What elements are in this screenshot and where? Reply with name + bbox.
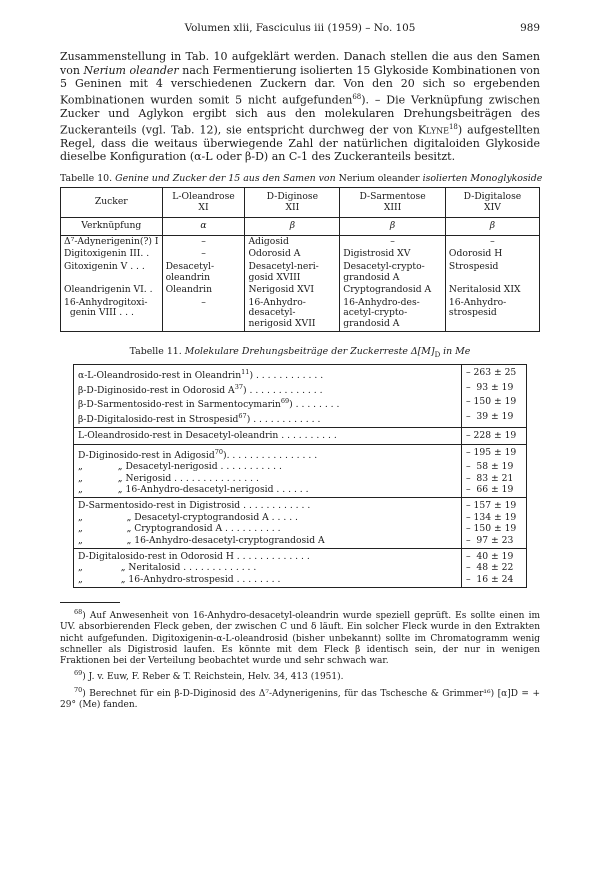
residue-label <box>74 473 462 484</box>
column-header <box>445 188 539 218</box>
table10-body <box>61 235 540 331</box>
residue-text: α-L-Oleandrosido-rest in Oleandrin <box>78 370 242 382</box>
table-row <box>61 261 540 284</box>
leader-dots: . . . . . . . . . . . <box>217 461 282 473</box>
table-row <box>61 297 540 331</box>
ref-paren: ) <box>242 385 247 396</box>
caption-species: Nerium oleander <box>338 173 420 185</box>
table-row <box>74 535 527 549</box>
footnote-ref: 18 <box>448 122 458 131</box>
residue-label <box>74 523 462 534</box>
table10-caption <box>60 173 543 185</box>
column-header <box>340 188 446 218</box>
residue-label <box>74 562 462 573</box>
table-row <box>61 235 540 248</box>
residue-text: „ „ Desacetyl-cryptograndosid A <box>78 511 269 523</box>
ref-paren: ) <box>246 413 251 425</box>
residue-text: „ „ 16-Anhydro-desacetyl-cryptograndosid A <box>78 534 325 546</box>
column-header <box>245 188 340 218</box>
footnote-number: 70 <box>74 685 83 694</box>
table-row <box>74 461 527 472</box>
column-header <box>162 188 245 218</box>
glycoside-cell: 16-Anhydro-des- acetyl-crypto- grandosid A <box>340 297 446 331</box>
glycoside-cell: Odorosid H <box>445 248 539 261</box>
genin-cell: Δ⁷-Adynerigenin(?) I <box>61 235 163 248</box>
rotation-value: – 83 ± 21 <box>462 473 527 484</box>
glycoside-cell: Adigosid <box>245 235 340 248</box>
leader-dots: . . . . . . . . <box>292 399 340 411</box>
linkage-cell: β <box>340 218 446 236</box>
footnote-rule <box>60 602 120 603</box>
rotation-value: – 16 ± 24 <box>462 574 527 588</box>
page-number: 989 <box>520 22 540 34</box>
genin-cell: Oleandrigenin VI. . <box>61 284 163 297</box>
table-row <box>74 512 527 523</box>
intro-text-2: nach Fermentierung isolierten 15 Glykoside Kombinationen von 5 Geninen mit 4 verschiedenen Zuckern dar. Von den 20 sich so ergebenden Kombinationen wurden somit 5 nicht aufgefunden <box>60 63 540 107</box>
linkage-label: Verknüpfung <box>61 218 163 236</box>
glycoside-cell: Desacetyl- oleandrin <box>162 261 245 284</box>
sugar-name: D-Sarmentose <box>359 191 426 203</box>
ref-paren: ) <box>249 370 254 382</box>
table-row <box>74 411 527 428</box>
intro-paragraph <box>60 50 540 164</box>
caption-symbol: Δ[M] <box>410 345 435 357</box>
leader-dots: . . . . . . . . . . . . . <box>180 562 257 574</box>
residue-text: β-D-Sarmentosido-rest in Sarmentocymarin <box>78 399 281 411</box>
footnote-text: ) Berechnet für ein β-D-Diginosid des Δ⁷-Adynerigenins, für das Tschesche & Grimmer¹⁶) [α]D = + 29° (Me) fanden. <box>60 688 540 710</box>
leader-dots: . . . . . . . . <box>233 573 281 585</box>
table11-body <box>74 365 527 588</box>
residue-label <box>74 549 462 563</box>
residue-text: „ „ 16-Anhydro-desacetyl-nerigosid <box>78 484 274 496</box>
genin-cell: Gitoxigenin V . . . <box>61 261 163 284</box>
residue-label <box>74 444 462 461</box>
rotation-value: – 93 ± 19 <box>462 382 527 396</box>
leader-dots: . . . . . . . . . . . . <box>240 500 311 512</box>
footnote-ref: 69 <box>280 397 290 406</box>
table-row <box>74 473 527 484</box>
table-row <box>61 284 540 297</box>
residue-text: „ „ Cryptograndosid A <box>78 523 223 535</box>
glycoside-cell: Oleandrin <box>162 284 245 297</box>
table10-header-row <box>61 188 540 218</box>
sugar-number: XI <box>198 201 209 213</box>
linkage-cell: β <box>445 218 539 236</box>
caption-text: Genine und Zucker der 15 aus den Samen von <box>115 173 339 185</box>
page <box>60 22 543 711</box>
caption-prefix: Tabelle 11. <box>129 345 185 357</box>
residue-text: D-Digitalosido-rest in Odorosid H <box>78 551 234 563</box>
table-row <box>74 523 527 534</box>
rotation-value: – 66 ± 19 <box>462 484 527 498</box>
table-row <box>74 382 527 396</box>
rotation-value: – 39 ± 19 <box>462 411 527 428</box>
linkage-row <box>61 218 540 236</box>
species-name: Nerium oleander <box>83 63 179 77</box>
author-name: Klyne <box>417 123 449 137</box>
residue-text: „ „ Desacetyl-nerigosid <box>78 461 218 473</box>
rotation-value: – 97 ± 23 <box>462 535 527 549</box>
sugar-name: D-Digitalose <box>463 191 522 203</box>
glycoside-cell: – <box>340 235 446 248</box>
caption-text: isolierten Monoglykoside <box>419 173 543 185</box>
footnote-text: ) J. v. Euw, F. Reber & T. Reichstein, Helv. 34, 413 (1951). <box>82 672 344 683</box>
table-row <box>74 549 527 563</box>
caption-subscript: D <box>434 350 441 359</box>
genin-cell: Digitoxigenin III. . <box>61 248 163 261</box>
glycoside-cell: 16-Anhydro- strospesid <box>445 297 539 331</box>
caption-text: Molekulare Drehungsbeiträge der Zuckerreste <box>184 345 411 357</box>
sugar-name: D-Diginose <box>266 191 319 203</box>
glycoside-cell: Neritalosid XIX <box>445 284 539 297</box>
table-row <box>74 562 527 573</box>
leader-dots: . . . . . . . . . . . . . <box>246 385 323 396</box>
intro-text-1: Zusammenstellung in Tab. 10 aufgeklärt werden. Danach stellen die aus den Samen von <box>60 50 540 77</box>
glycoside-cell: Cryptograndosid A <box>340 284 446 297</box>
table-row <box>74 365 527 382</box>
running-head <box>60 22 540 38</box>
table-row <box>74 444 527 461</box>
footnote <box>60 668 540 683</box>
residue-text: β-D-Digitalosido-rest in Strospesid <box>78 413 239 425</box>
leader-dots: . . . . . . . . . . <box>222 523 281 535</box>
footnote-ref: 70 <box>214 447 223 456</box>
residue-text: D-Sarmentosido-rest in Digistrosid <box>78 500 241 512</box>
residue-label <box>74 411 462 428</box>
leader-dots: . . . . . . . . . . . . . . . <box>171 472 259 484</box>
table-row <box>74 484 527 498</box>
residue-label <box>74 512 462 523</box>
running-title: Volumen xlii, Fasciculus iii (1959) – No. 105 <box>184 22 416 34</box>
ref-paren: ) <box>223 449 227 461</box>
leader-dots: . . . . . . . . . . <box>278 430 337 442</box>
footnote-ref: 37 <box>234 382 243 391</box>
footnote <box>60 607 540 667</box>
glycoside-cell: – <box>445 235 539 248</box>
sugar-number: XIV <box>484 201 501 213</box>
caption-text: in Me <box>440 345 471 357</box>
table-row <box>61 248 540 261</box>
rotation-value: – 150 ± 19 <box>462 523 527 534</box>
corner-cell: Zucker <box>61 188 163 218</box>
footnote-ref: 11 <box>241 368 250 377</box>
leader-dots: . . . . . . <box>273 484 309 496</box>
residue-label <box>74 484 462 498</box>
table-row <box>74 574 527 588</box>
residue-label <box>74 382 462 396</box>
rotation-value: – 228 ± 19 <box>462 428 527 444</box>
glycoside-cell: – <box>162 297 245 331</box>
residue-text: D-Diginosido-rest in Adigosid <box>78 449 215 461</box>
intro-text-3: ). – Die Verknüpfung zwischen Zucker und Aglykon ergibt sich aus den molekularen Drehungsbeiträgen des Zuckeranteils (vgl. Tab. 12), sie entspricht durchweg der von <box>60 93 540 137</box>
footnote-text: ) Auf Anwesenheit von 16-Anhydro-desacetyl-oleandrin wurde speziell geprüft. Es sollte einen im UV. absorbierenden Fleck geben, der zwischen C und δ läuft. Ein solcher Fleck wurde in den Extrakten nicht aufgefunden. Digitoxigenin-α-L-oleandrosid (bisher unbekannt) sollte im Chromatogramm wenig schneller als Digistrosid laufen. Es könnte mit dem Fleck β identisch sein, der nur in wenigen Fraktionen bei der Verteilung beobachtet wurde und sehr schwach war. <box>60 611 540 667</box>
residue-label <box>74 535 462 549</box>
glycoside-cell: Desacetyl-crypto- grandosid A <box>340 261 446 284</box>
residue-label <box>74 574 462 588</box>
rotation-value: – 263 ± 25 <box>462 365 527 382</box>
footnote-number: 68 <box>74 608 83 617</box>
residue-text: L-Oleandrosido-rest in Desacetyl-oleandrin <box>78 430 279 442</box>
table-10 <box>60 187 540 332</box>
rotation-value: – 134 ± 19 <box>462 512 527 523</box>
footnote <box>60 685 540 711</box>
glycoside-cell: – <box>162 248 245 261</box>
genin-cell: 16-Anhydrogitoxi- genin VIII . . . <box>61 297 163 331</box>
residue-text: „ „ Nerigosid <box>78 472 172 484</box>
residue-label <box>74 396 462 410</box>
table-row <box>74 498 527 512</box>
footnote-ref: 68 <box>352 92 362 101</box>
glycoside-cell: Nerigosid XVI <box>245 284 340 297</box>
table-row <box>74 396 527 410</box>
table-11 <box>73 364 527 588</box>
table11-caption <box>60 346 540 359</box>
rotation-value: – 58 ± 19 <box>462 461 527 472</box>
leader-dots: . . . . . <box>268 511 298 523</box>
linkage-cell: α <box>162 218 245 236</box>
leader-dots: . . . . . . . . . . . . <box>253 370 324 382</box>
leader-dots: . . . . . . . . . . . . <box>250 413 321 425</box>
intro-text-4: ) aufgestellten Regel, dass die weitaus überwiegende Zahl der natürlichen digitaloiden Glykoside dieselbe Konfiguration (α-L oder β-D) an C-1 des Zuckeranteils besitzt. <box>60 123 540 164</box>
glycoside-cell: Desacetyl-neri- gosid XVIII <box>245 261 340 284</box>
residue-label <box>74 461 462 472</box>
rotation-value: – 48 ± 22 <box>462 562 527 573</box>
leader-dots: . . . . . . . . . . . . . <box>233 551 310 563</box>
residue-label <box>74 498 462 512</box>
glycoside-cell: Digistrosid XV <box>340 248 446 261</box>
table-row <box>74 428 527 444</box>
footnote-ref: 67 <box>238 411 247 420</box>
residue-text: β-D-Diginosido-rest in Odorosid A <box>78 385 235 396</box>
residue-text: „ „ Neritalosid <box>78 562 181 574</box>
sugar-number: XIII <box>383 201 402 213</box>
leader-dots: . . . . . . . . . . . . . . . . <box>226 449 318 461</box>
footnotes <box>60 607 540 711</box>
rotation-value: – 40 ± 19 <box>462 549 527 563</box>
glycoside-cell: – <box>162 235 245 248</box>
glycoside-cell: Strospesid <box>445 261 539 284</box>
rotation-value: – 150 ± 19 <box>462 396 527 410</box>
rotation-value: – 157 ± 19 <box>462 498 527 512</box>
linkage-cell: β <box>245 218 340 236</box>
ref-paren: ) <box>289 399 293 411</box>
residue-label <box>74 365 462 382</box>
sugar-name: L-Oleandrose <box>172 191 235 203</box>
glycoside-cell: 16-Anhydro- desacetyl- nerigosid XVII <box>245 297 340 331</box>
glycoside-cell: Odorosid A <box>245 248 340 261</box>
residue-label <box>74 428 462 444</box>
caption-prefix: Tabelle 10. <box>60 173 116 185</box>
sugar-number: XII <box>285 201 300 213</box>
residue-text: „ „ 16-Anhydro-strospesid <box>78 573 234 585</box>
rotation-value: – 195 ± 19 <box>462 444 527 461</box>
footnote-number: 69 <box>74 669 83 678</box>
